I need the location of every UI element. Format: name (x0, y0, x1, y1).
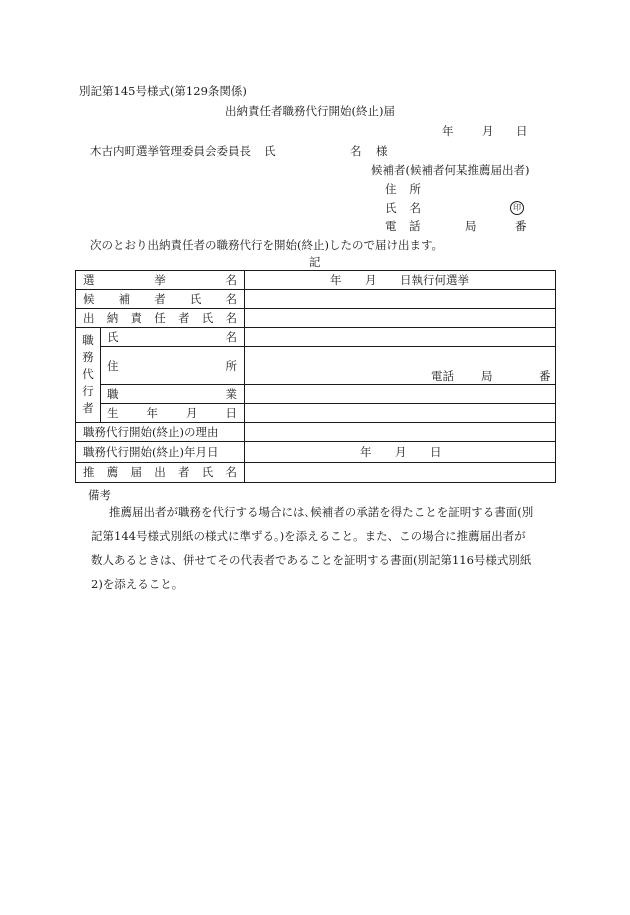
election-label: 選 挙 名 (83, 273, 237, 287)
submitter-address-label: 住 所 (385, 182, 421, 196)
seal-mark: 印 (510, 201, 524, 215)
reason-label: 職務代行開始(終止)の理由 (83, 425, 219, 439)
form-table (75, 270, 556, 483)
election-day-name: 日執行何選挙 (400, 273, 469, 287)
acting-birthdate-label: 生 年 月 日 (107, 406, 237, 420)
notes-line-1: 推薦届出者が職務を代行する場合には､候補者の承諾を得たことを証明する書面(別 (109, 505, 534, 519)
acting-name-label: 氏 名 (107, 330, 237, 344)
acting-person-group-label: 職 務 代 行 者 (82, 333, 94, 415)
acting-phone-label: 電話 (431, 369, 454, 383)
acting-job-field[interactable] (250, 385, 550, 401)
notes-line-3: 数人あるときは、併せてその代表者であることを証明する書面(別記第116号様式別紙 (91, 553, 532, 567)
acting-name-field[interactable] (250, 328, 550, 344)
candidate-name-label: 候 補 者 氏 名 (83, 292, 237, 306)
submitter-role: 候補者(候補者何某推薦届出者) (371, 163, 530, 177)
notes-line-2: 記第144号様式別紙の様式に準ずる。)を添えること。また、この場合に推薦届出者が (91, 529, 526, 543)
acting-date-day: 日 (430, 445, 442, 459)
recommender-name-field[interactable] (250, 464, 550, 480)
addressee-sama: 様 (376, 144, 388, 158)
submitter-name-label: 氏 名 (385, 201, 421, 215)
treasurer-name-field[interactable] (250, 309, 550, 325)
notes-line-4: 2)を添えること。 (91, 577, 184, 591)
intro-text: 次のとおり出納責任者の職務代行を開始(終止)したので届け出ます。 (90, 238, 444, 252)
acting-phone-ban: 番 (539, 369, 551, 383)
acting-phone-kyoku: 局 (481, 369, 493, 383)
addressee-office: 木古内町選挙管理委員会委員長 (90, 144, 251, 158)
acting-job-label: 職 業 (107, 387, 237, 401)
acting-address-label: 住 所 (107, 359, 237, 373)
election-month: 月 (365, 273, 377, 287)
acting-date-year: 年 (360, 445, 372, 459)
acting-date-label: 職務代行開始(終止)年月日 (83, 445, 219, 459)
ki-mark: 記 (309, 255, 321, 269)
form-number: 別記第145号様式(第129条関係) (79, 84, 247, 98)
reason-field[interactable] (250, 423, 550, 439)
candidate-name-field[interactable] (250, 290, 550, 306)
acting-date-month: 月 (395, 445, 407, 459)
date-year: 年 (442, 124, 454, 138)
recommender-name-label: 推 薦 届 出 者 氏 名 (83, 465, 237, 479)
notes-heading: 備考 (88, 488, 111, 502)
treasurer-name-label: 出 納 責 任 者 氏 名 (83, 311, 237, 325)
date-month: 月 (482, 124, 494, 138)
date-day: 日 (516, 124, 528, 138)
election-year: 年 (330, 273, 342, 287)
document-title: 出納責任者職務代行開始(終止)届 (225, 104, 395, 118)
addressee-shi: 氏 (264, 144, 276, 158)
acting-birthdate-field[interactable] (250, 404, 550, 420)
addressee-mei: 名 (350, 144, 362, 158)
